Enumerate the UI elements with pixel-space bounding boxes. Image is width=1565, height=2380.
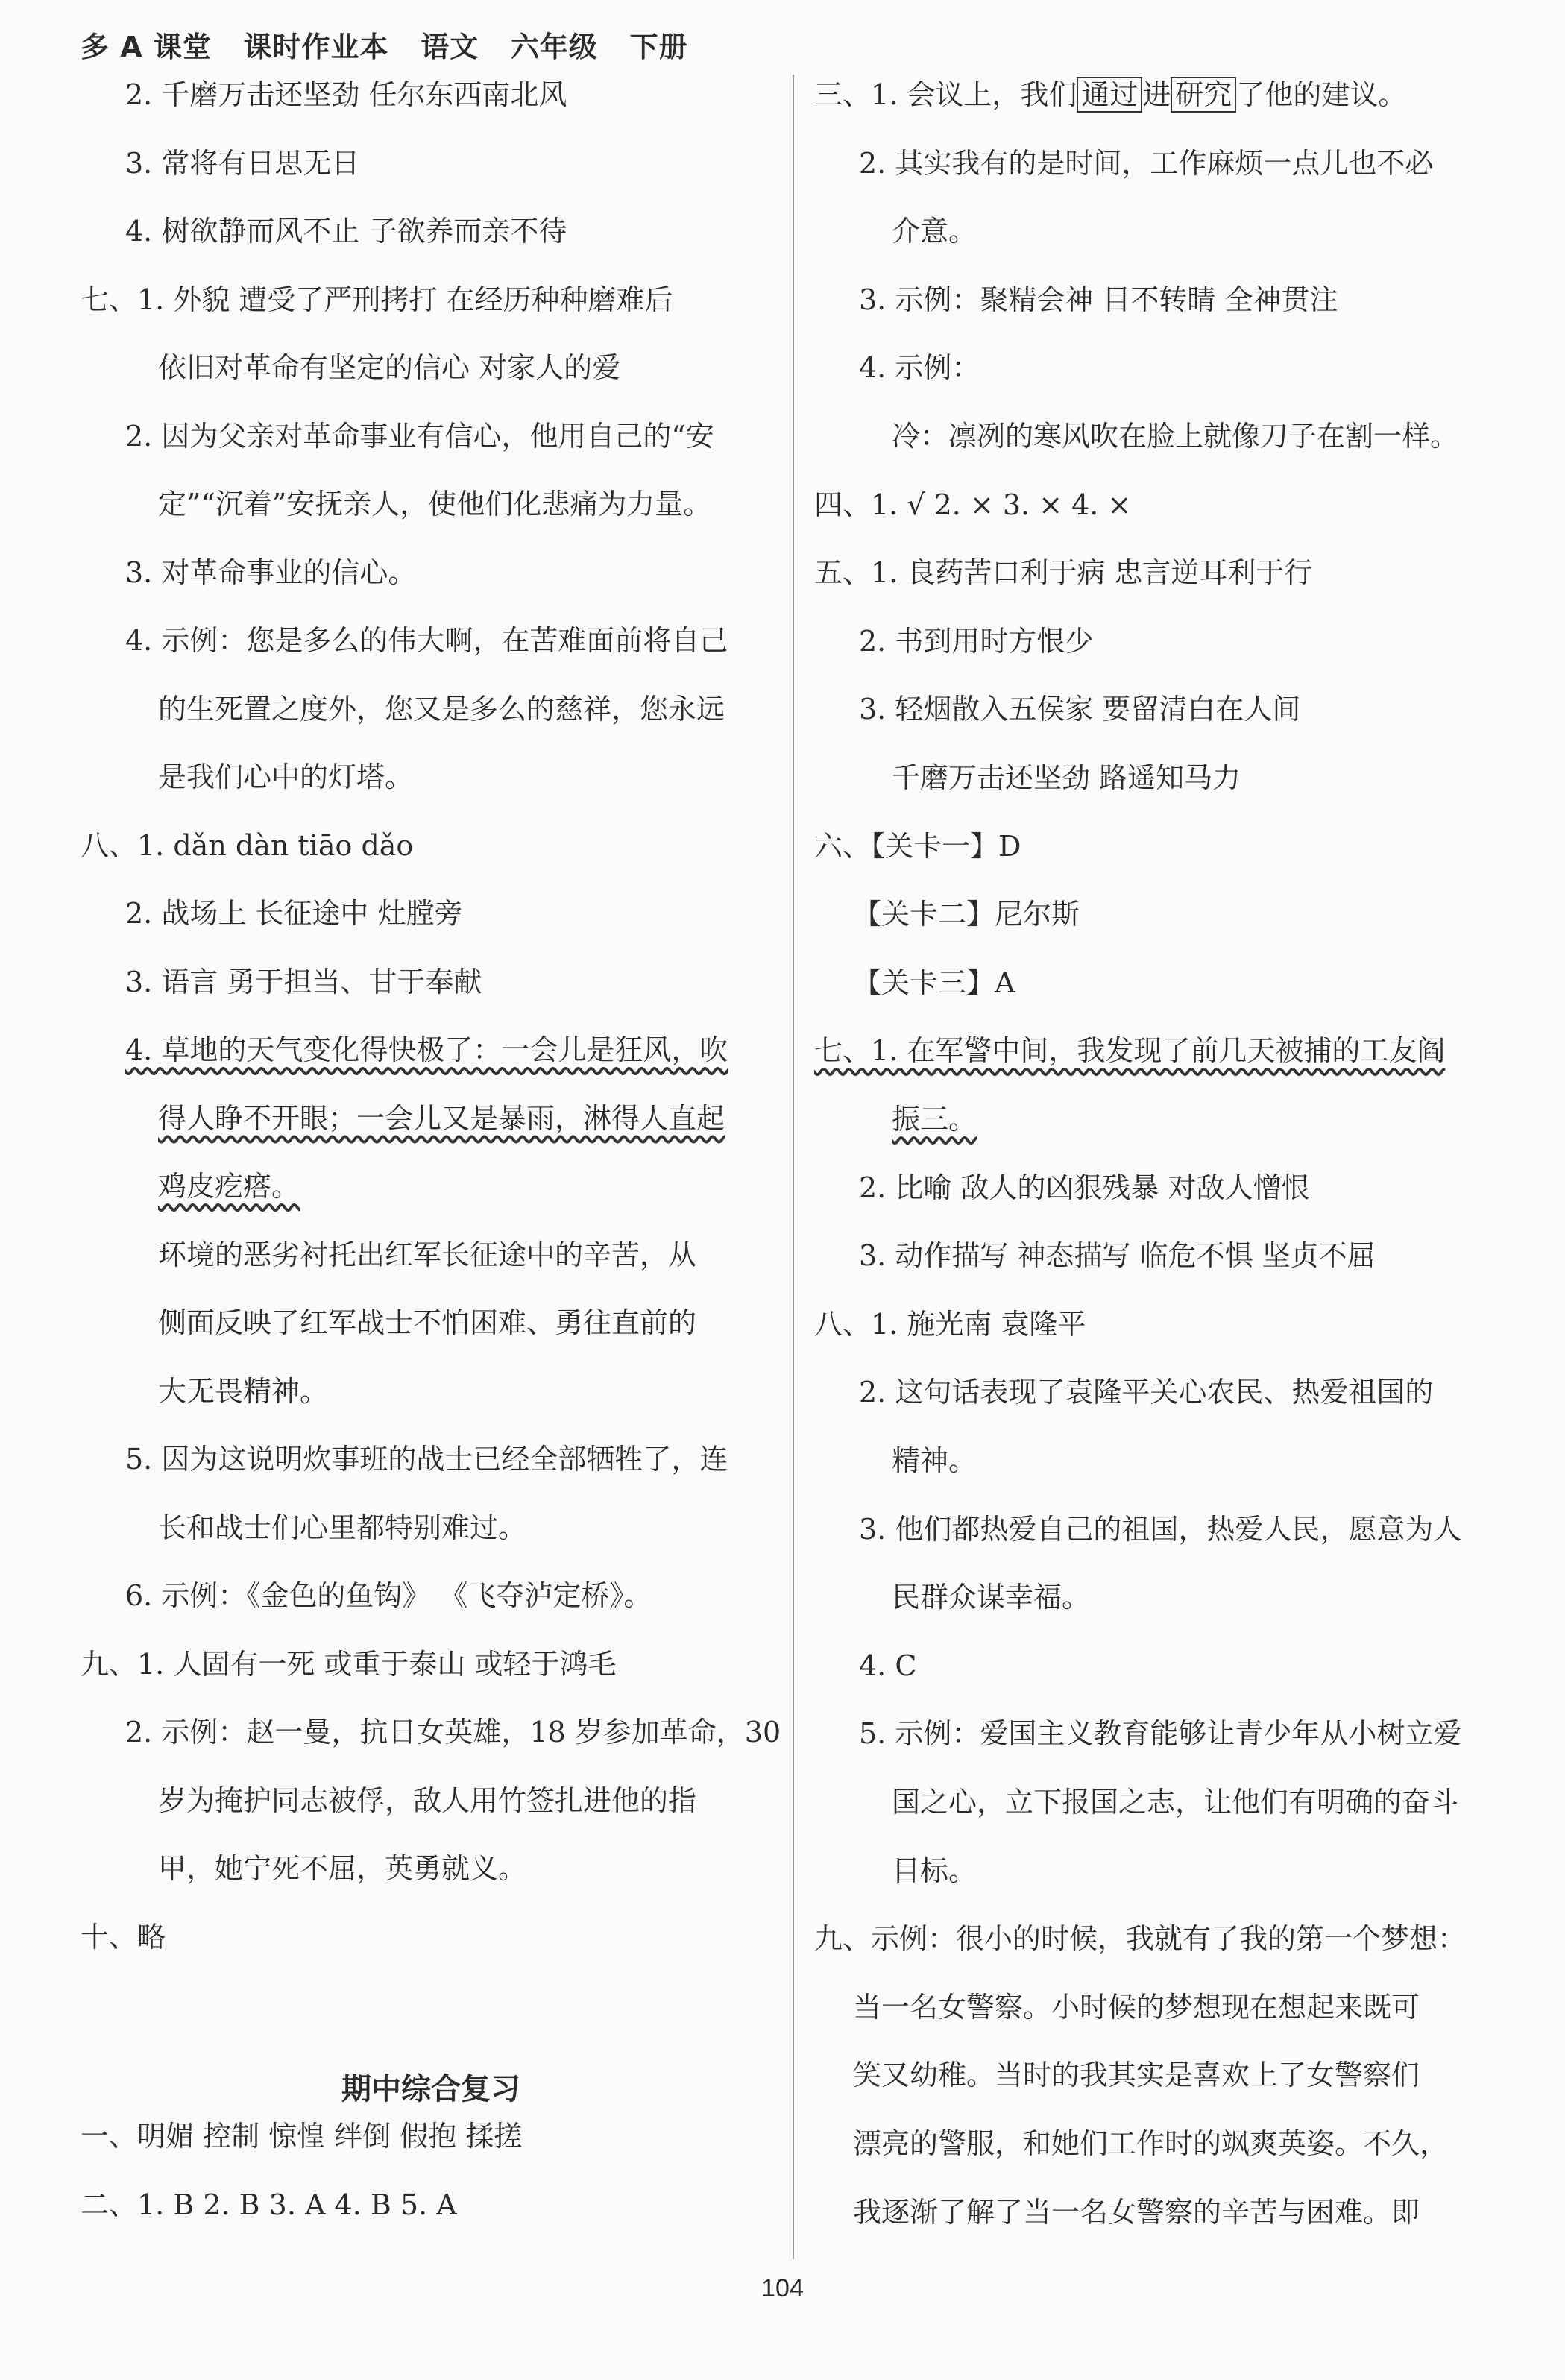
- answer-line: 6. 示例：《金色的鱼钩》 《飞夺泸定桥》。: [125, 1579, 652, 1612]
- section-title: 期中综合复习: [341, 2072, 520, 2106]
- boxed-word: 研究: [1171, 77, 1236, 113]
- answer-line: 七、1. 外貌 遭受了严刑拷打 在经历种种磨难后: [81, 283, 673, 316]
- answer-line: 2. 比喻 敌人的凶狠残暴 对敌人憎恨: [859, 1171, 1310, 1204]
- answer-line: 依旧对革命有坚定的信心 对家人的爱: [158, 351, 621, 384]
- answer-line: 鸡皮疙瘩。: [158, 1170, 300, 1203]
- answer-line: 千磨万击还坚劲 路遥知马力: [892, 761, 1241, 794]
- answer-line: 四、1. √ 2. × 3. × 4. ×: [814, 488, 1132, 521]
- answer-line: 3. 语言 勇于担当、甘于奉献: [125, 965, 482, 998]
- answer-line: 2. 这句话表现了袁隆平关心农民、热爱祖国的: [859, 1376, 1434, 1409]
- answer-line: 5. 示例：爱国主义教育能够让青少年从小树立爱: [859, 1717, 1462, 1751]
- answer-line: 2. 千磨万击还坚劲 任尔东西南北风: [125, 78, 567, 111]
- answer-line: 十、略: [81, 1920, 166, 1954]
- answer-line: 笑又幼稚。当时的我其实是喜欢上了女警察们: [853, 2059, 1420, 2092]
- answer-line: 4. 草地的天气变化得快极了：一会儿是狂风，吹: [125, 1033, 728, 1066]
- column-divider: [793, 75, 794, 2259]
- answer-line: 一、明媚 控制 惊惶 绊倒 假抱 揉搓: [81, 2120, 523, 2153]
- answer-line: 七、1. 在军警中间，我发现了前几天被捕的工友阎: [814, 1034, 1446, 1068]
- answer-line: 精神。: [892, 1444, 977, 1477]
- answer-line: 【关卡二】尼尔斯: [853, 898, 1080, 931]
- answer-line: 定”“沉着”安抚亲人，使他们化悲痛为力量。: [158, 488, 712, 520]
- text-span: 进: [1142, 78, 1171, 111]
- answer-line: 岁为掩护同志被俘，敌人用竹签扎进他的指: [158, 1784, 697, 1817]
- answer-line: 2. 书到用时方恨少: [859, 624, 1094, 658]
- answer-line: 的生死置之度外，您又是多么的慈祥，您永远: [158, 692, 725, 725]
- answer-line: 5. 因为这说明炊事班的战士已经全部牺牲了，连: [125, 1443, 728, 1476]
- answer-line: 侧面反映了红军战士不怕困难、勇往直前的: [158, 1306, 697, 1339]
- answer-line: 大无畏精神。: [158, 1374, 329, 1408]
- answer-line: 国之心，立下报国之志，让他们有明确的奋斗: [892, 1786, 1459, 1819]
- answer-line: 3. 动作描写 神态描写 临危不惧 坚贞不屈: [859, 1239, 1376, 1273]
- answer-line: 九、1. 人固有一死 或重于泰山 或轻于鸿毛: [81, 1647, 617, 1681]
- answer-line: 甲，她宁死不屈，英勇就义。: [158, 1852, 527, 1885]
- answer-line: 2. 示例：赵一曼，抗日女英雄，18 岁参加革命，30: [125, 1716, 781, 1748]
- answer-line: 六、【关卡一】D: [814, 829, 1021, 863]
- answer-line: 【关卡三】A: [853, 966, 1015, 999]
- answer-line: 当一名女警察。小时候的梦想现在想起来既可: [853, 1990, 1420, 2024]
- answer-line: 3. 常将有日思无日: [125, 146, 360, 180]
- answer-line: [814, 76, 1406, 113]
- answer-line: 3. 对革命事业的信心。: [125, 555, 417, 589]
- page-number: 104: [761, 2274, 804, 2302]
- answer-line: 漂亮的警服，和她们工作时的飒爽英姿。不久，: [853, 2127, 1449, 2160]
- answer-line: 4. 示例：: [859, 351, 980, 385]
- answer-line: 2. 因为父亲对革命事业有信心，他用自己的“安: [125, 419, 714, 453]
- page-header: 多 A 课堂 课时作业本 语文 六年级 下册: [81, 31, 688, 63]
- answer-line: 2. 战场上 长征途中 灶膛旁: [125, 897, 463, 930]
- answer-line: 4. 示例：您是多么的伟大啊，在苦难面前将自己: [125, 624, 728, 657]
- answer-line: 民群众谋幸福。: [892, 1581, 1091, 1614]
- answer-line: 二、1. B 2. B 3. A 4. B 5. A: [81, 2188, 457, 2221]
- answer-line: 环境的恶劣衬托出红军长征途中的辛苦，从: [158, 1238, 697, 1271]
- answer-line: 2. 其实我有的是时间，工作麻烦一点儿也不必: [859, 146, 1434, 180]
- answer-line: 振三。: [892, 1103, 977, 1136]
- answer-line: 冷：凛冽的寒风吹在脸上就像刀子在割一样。: [892, 420, 1459, 453]
- answer-line: 是我们心中的灯塔。: [158, 761, 414, 793]
- answer-line: 3. 轻烟散入五侯家 要留清白在人间: [859, 693, 1301, 726]
- answer-line: 目标。: [892, 1854, 977, 1887]
- answer-line: 3. 示例：聚精会神 目不转睛 全神贯注: [859, 283, 1338, 316]
- answer-line: 九、示例：很小的时候，我就有了我的第一个梦想：: [814, 1922, 1467, 1956]
- answer-line: 长和战士们心里都特别难过。: [158, 1511, 527, 1544]
- answer-line: 我逐渐了解了当一名女警察的辛苦与困难。即: [853, 2195, 1420, 2229]
- answer-line: 4. C: [859, 1649, 917, 1682]
- answer-line: 得人睁不开眼；一会儿又是暴雨，淋得人直起: [158, 1101, 725, 1135]
- answer-line: 八、1. 施光南 袁隆平: [814, 1307, 1086, 1341]
- answer-line: 4. 树欲静而风不止 子欲养而亲不待: [125, 215, 567, 248]
- text-span: 了他的建议。: [1236, 78, 1407, 111]
- boxed-word: 通过: [1077, 77, 1142, 113]
- text-span: 三、1. 会议上，我们: [814, 78, 1077, 111]
- answer-line: 八、1. dǎn dàn tiāo dǎo: [81, 828, 414, 862]
- answer-line: 3. 他们都热爱自己的祖国，热爱人民，愿意为人: [859, 1512, 1462, 1546]
- answer-line: 介意。: [892, 215, 977, 248]
- answer-line: 五、1. 良药苦口利于病 忠言逆耳利于行: [814, 556, 1313, 590]
